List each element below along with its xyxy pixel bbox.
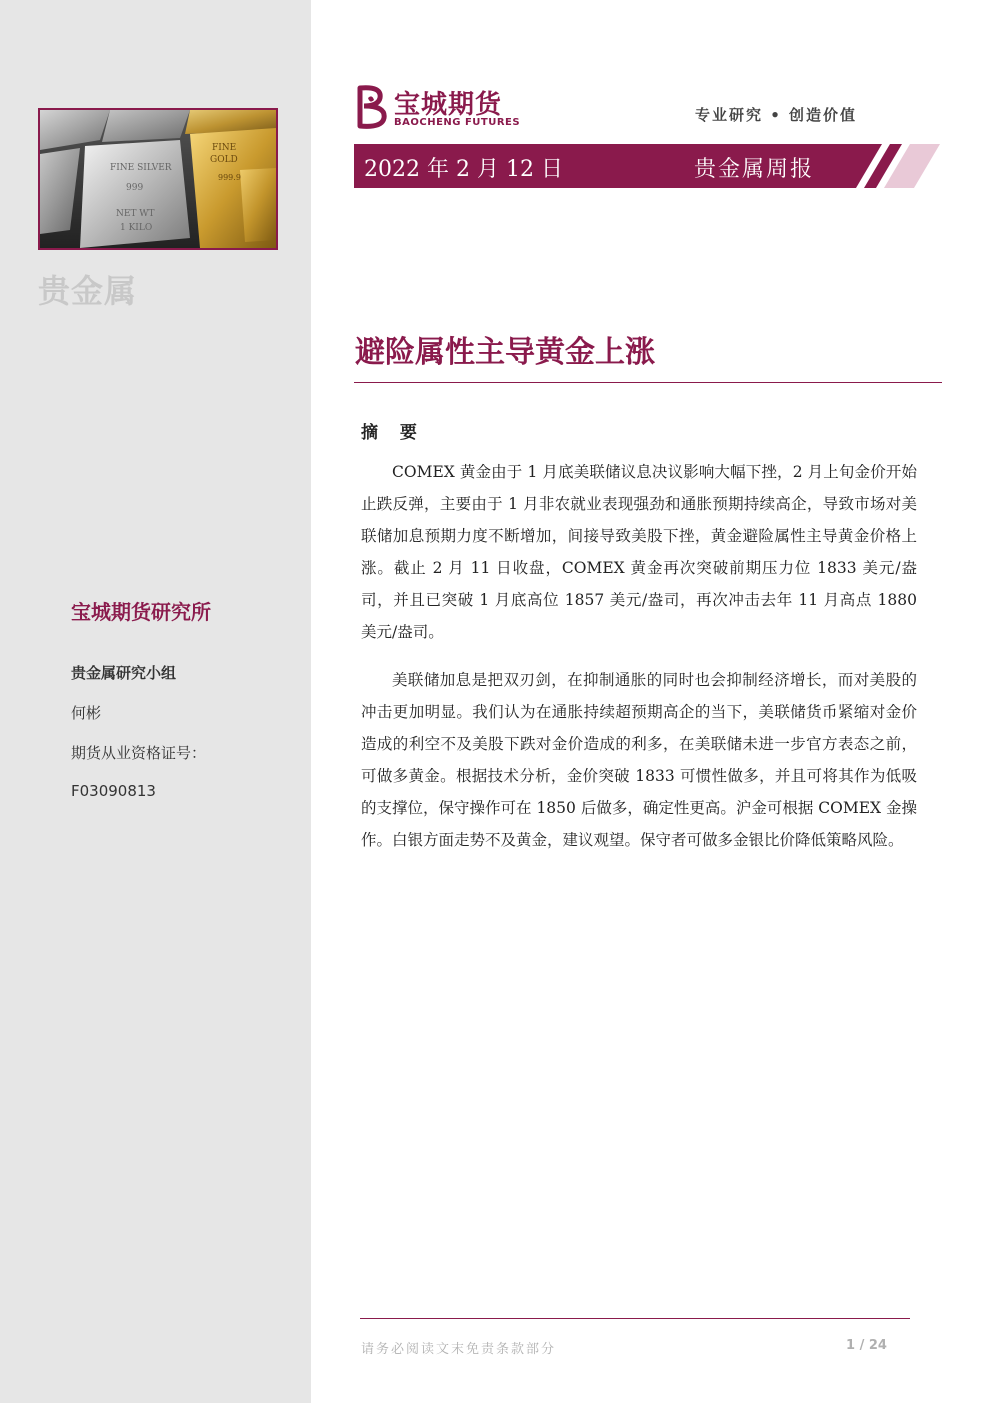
sidebar bbox=[0, 0, 311, 1403]
bar-label: 999 bbox=[126, 183, 144, 193]
logo-english: BAOCHENG FUTURES bbox=[394, 117, 521, 128]
baocheng-logo-icon bbox=[356, 84, 390, 130]
abstract-paragraph: COMEX 黄金由于 1 月底美联储议息决议影响大幅下挫，2 月上旬金价开始止跌反弹，主要由于 1 月非农就业表现强劲和通胀预期持续高企，导致市场对美联储加息预期力度不断增加，间接导致美股下挫，黄金避险属性主导黄金价格上涨。截止 2 月 11 日收盘，COMEX 黄金再次突破前期压力位 1833 美元/盎司，并且已突破 1 月底高位 1857 美元/盎司，再次冲击去年 11 月高点 1880 美元/盎司。 bbox=[361, 463, 917, 641]
page-title: 避险属性主导黄金上涨 bbox=[355, 335, 655, 370]
abstract-paragraph: 美联储加息是把双刃剑，在抑制通胀的同时也会抑制经济增长，而对美股的冲击更加明显。我们认为在通胀持续超预期高企的当下，美联储货币紧缩对金价造成的利空不及美股下跌对金价造成的利多，在美联储未进一步官方表态之前，可做多黄金。根据技术分析，金价突破 1833 可惯性做多，并且可将其作为低吸的支撑位，保守操作可在 1850 后做多，确定性更高。沪金可根据 COMEX 金操作。白银方面走势不及黄金，建议观望。保守者可做多金银比价降低策略风险。 bbox=[361, 671, 917, 849]
gold-silver-bars-photo-icon bbox=[40, 110, 276, 248]
research-group: 贵金属研究小组 bbox=[71, 664, 177, 682]
slogan: 专业研究 • 创造价值 bbox=[695, 106, 858, 124]
author-name: 何彬 bbox=[71, 704, 102, 722]
company-logo bbox=[356, 84, 526, 132]
license-number: F03090813 bbox=[71, 782, 156, 800]
bar-label: FINE bbox=[212, 143, 237, 153]
bar-label: NET WT bbox=[116, 209, 155, 219]
header-banner bbox=[354, 144, 940, 188]
cover-image bbox=[38, 108, 278, 250]
license-label: 期货从业资格证号： bbox=[71, 744, 207, 762]
footer-disclaimer: 请务必阅读文末免责条款部分 bbox=[361, 1342, 557, 1357]
abstract-heading: 摘 要 bbox=[361, 423, 425, 443]
footer-divider bbox=[360, 1318, 910, 1319]
title-divider bbox=[354, 382, 942, 383]
bar-label: FINE SILVER bbox=[110, 163, 172, 173]
bar-label: 1 KILO bbox=[120, 223, 153, 233]
report-type: 贵金属周报 bbox=[694, 157, 815, 182]
bar-label: GOLD bbox=[210, 155, 238, 165]
bar-label: 999.9 bbox=[218, 173, 241, 182]
institute-name: 宝城期货研究所 bbox=[71, 600, 211, 624]
page-number: 1 / 24 bbox=[846, 1338, 887, 1353]
logo-chinese: 宝城期货 bbox=[394, 90, 503, 120]
sidebar-category: 贵金属 bbox=[38, 272, 138, 310]
report-date: 2022 年 2 月 12 日 bbox=[364, 157, 563, 182]
